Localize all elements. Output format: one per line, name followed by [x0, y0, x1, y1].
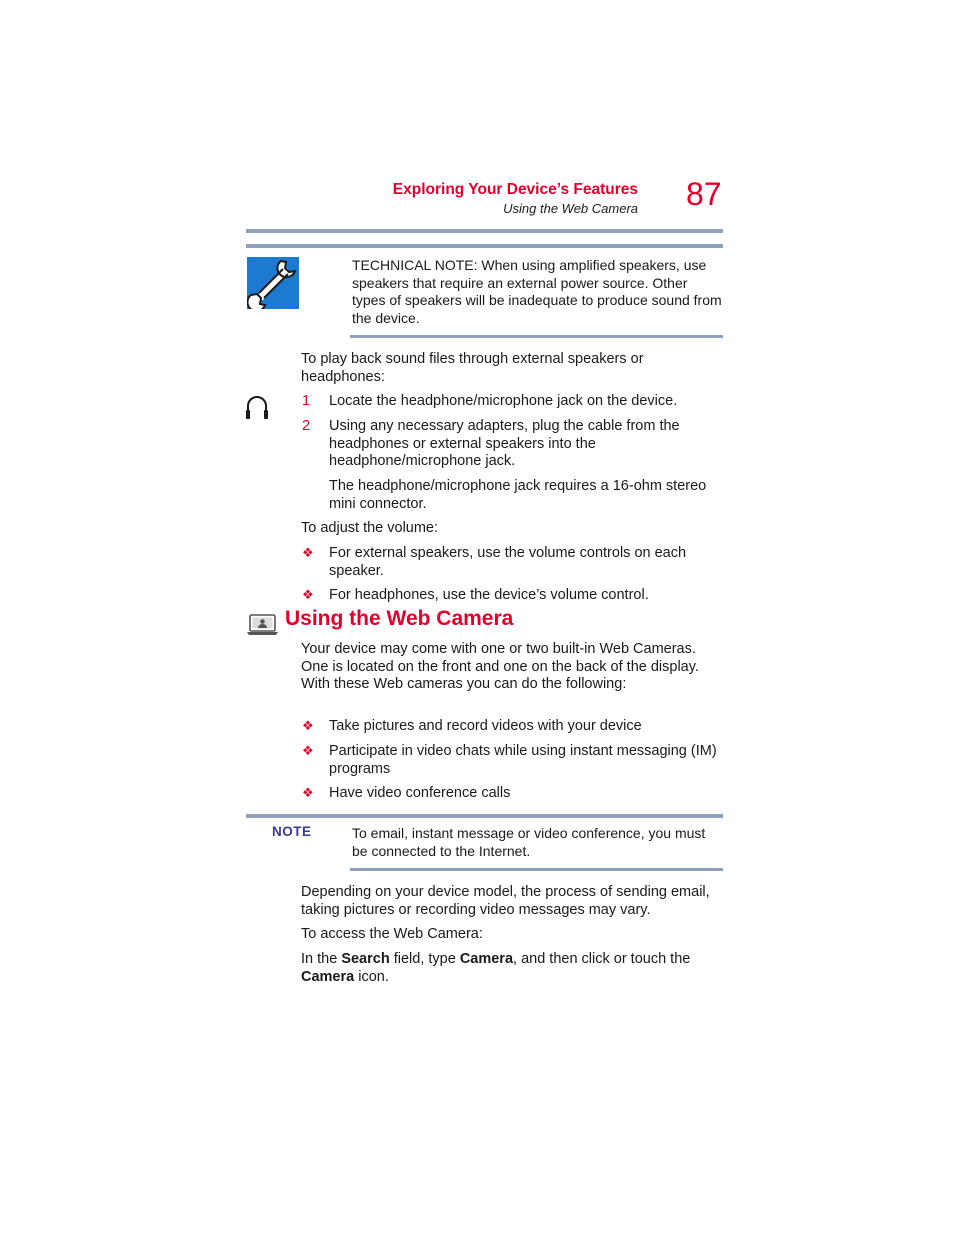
step-text: Using any necessary adapters, plug the cable from the headphones or external speakers into the headphone/microphone jack.: [329, 418, 680, 469]
header-rule: [246, 229, 723, 233]
chapter-title: Exploring Your Device’s Features: [392, 181, 638, 198]
note-text: To email, instant message or video conference, you must be connected to the Internet.: [352, 825, 706, 859]
note-bottom-rule: [350, 868, 723, 871]
note-label: NOTE: [272, 824, 312, 839]
audio-intro: To play back sound files through external speakers or headphones:: [301, 351, 644, 385]
access-text: , and then click or touch the: [513, 951, 691, 967]
camera-icon-name: Camera: [301, 968, 355, 985]
access-text: In the: [301, 951, 342, 967]
step-number: 2: [302, 418, 311, 434]
step-note: The headphone/microphone jack requires a 16-ohm stereo mini connector.: [329, 478, 707, 512]
wrench-icon: [247, 257, 299, 309]
headphones-icon: [245, 394, 269, 420]
section-subtitle: Using the Web Camera: [503, 201, 638, 216]
laptop-camera-icon: [247, 614, 278, 636]
list-item: Take pictures and record videos with your device: [329, 718, 642, 734]
model-paragraph: Depending on your device model, the process of sending email, taking pictures or recording video messages may vary.: [301, 884, 710, 918]
volume-intro: To adjust the volume:: [301, 520, 439, 536]
access-intro: To access the Web Camera:: [301, 926, 483, 942]
step-number: 1: [302, 393, 311, 409]
page-number: 87: [686, 176, 722, 212]
list-item: Have video conference calls: [329, 785, 511, 801]
list-item: For external speakers, use the volume controls on each speaker.: [329, 545, 687, 579]
section-heading: Using the Web Camera: [285, 607, 514, 630]
list-item: Participate in video chats while using instant messaging (IM) programs: [329, 743, 717, 777]
tech-note-text: TECHNICAL NOTE: When using amplified speakers, use speakers that require an external power source. Other types of speakers will be inadequate to produce sound from the device.: [352, 257, 722, 326]
bullet-glyph: ❖: [302, 785, 314, 800]
access-text: icon.: [354, 968, 389, 985]
bullet-glyph: ❖: [302, 743, 314, 758]
note-top-rule: [246, 814, 723, 818]
access-instruction: [301, 951, 723, 986]
bullet-glyph: ❖: [302, 718, 314, 733]
tech-note-top-rule: [246, 244, 723, 248]
bullet-glyph: ❖: [302, 545, 314, 560]
typed-term: Camera: [459, 951, 514, 967]
step-text: Locate the headphone/microphone jack on the device.: [329, 393, 678, 409]
list-item: For headphones, use the device’s volume control.: [329, 587, 649, 603]
web-camera-intro: Your device may come with one or two built-in Web Cameras. One is located on the front and one on the back of the display. With these Web cameras you can do the following:: [301, 641, 699, 692]
access-text: field, type: [389, 951, 460, 967]
bullet-glyph: ❖: [302, 587, 314, 602]
tech-note-bottom-rule: [350, 335, 723, 338]
search-field-name: Search: [341, 951, 390, 967]
